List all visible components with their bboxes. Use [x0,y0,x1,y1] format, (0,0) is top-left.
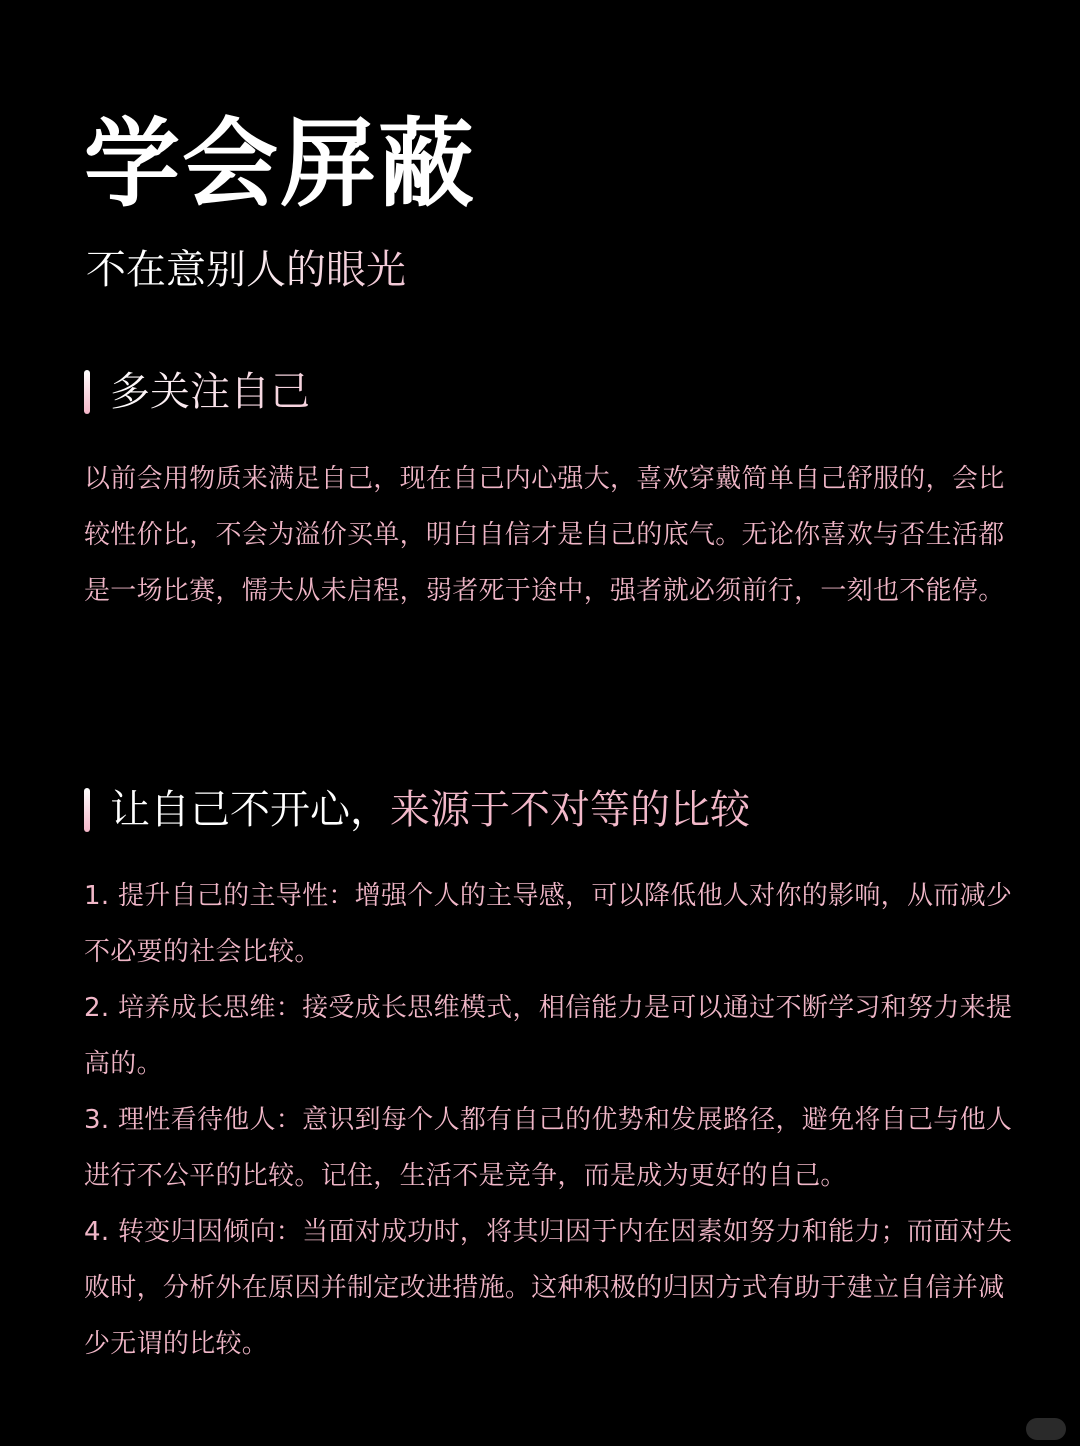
heading-bar-decoration [84,370,90,414]
list-item: 2. 培养成长思维：接受成长思维模式，相信能力是可以通过不断学习和努力来提高的。 [84,993,1013,1079]
list-item: 4. 转变归因倾向：当面对成功时，将其归因于内在因素如努力和能力；而面对失败时，分析外在原因并制定改进措施。这种积极的归因方式有助于建立自信并减少无谓的比较。 [84,1217,1013,1359]
section-heading-1 [84,366,310,418]
section-2-list [84,868,1014,1372]
watermark-logo [1026,1418,1066,1440]
page-title: 学会屏蔽 [84,108,476,220]
subtitle-prefix: 不在意 [86,247,206,293]
list-item: 1. 提升自己的主导性：增强个人的主导感，可以降低他人对你的影响，从而减少不必要的社会比较。 [84,881,1013,967]
section-heading-1-text: 多关注自己 [110,366,310,418]
section-1-paragraph: 以前会用物质来满足自己，现在自己内心强大，喜欢穿戴简单自己舒服的，会比较性价比，不会为溢价买单，明白自信才是自己的底气。无论你喜欢与否生活都是一场比赛，懦夫从未启程，弱者死于途中，强者就必须前行，一刻也不能停。 [84,464,1005,606]
section-heading-2-text [110,784,750,836]
section-heading-2-white: 让自己不开心， [110,787,390,833]
section-heading-2 [84,784,750,836]
list-item: 3. 理性看待他人：意识到每个人都有自己的优势和发展路径，避免将自己与他人进行不公平的比较。记住，生活不是竞争，而是成为更好的自己。 [84,1105,1013,1191]
page-subtitle [86,244,406,296]
section-heading-2-pink: 来源于不对等的比较 [390,787,750,833]
subtitle-suffix: 别人的眼光 [206,247,406,293]
heading-bar-decoration [84,788,90,832]
